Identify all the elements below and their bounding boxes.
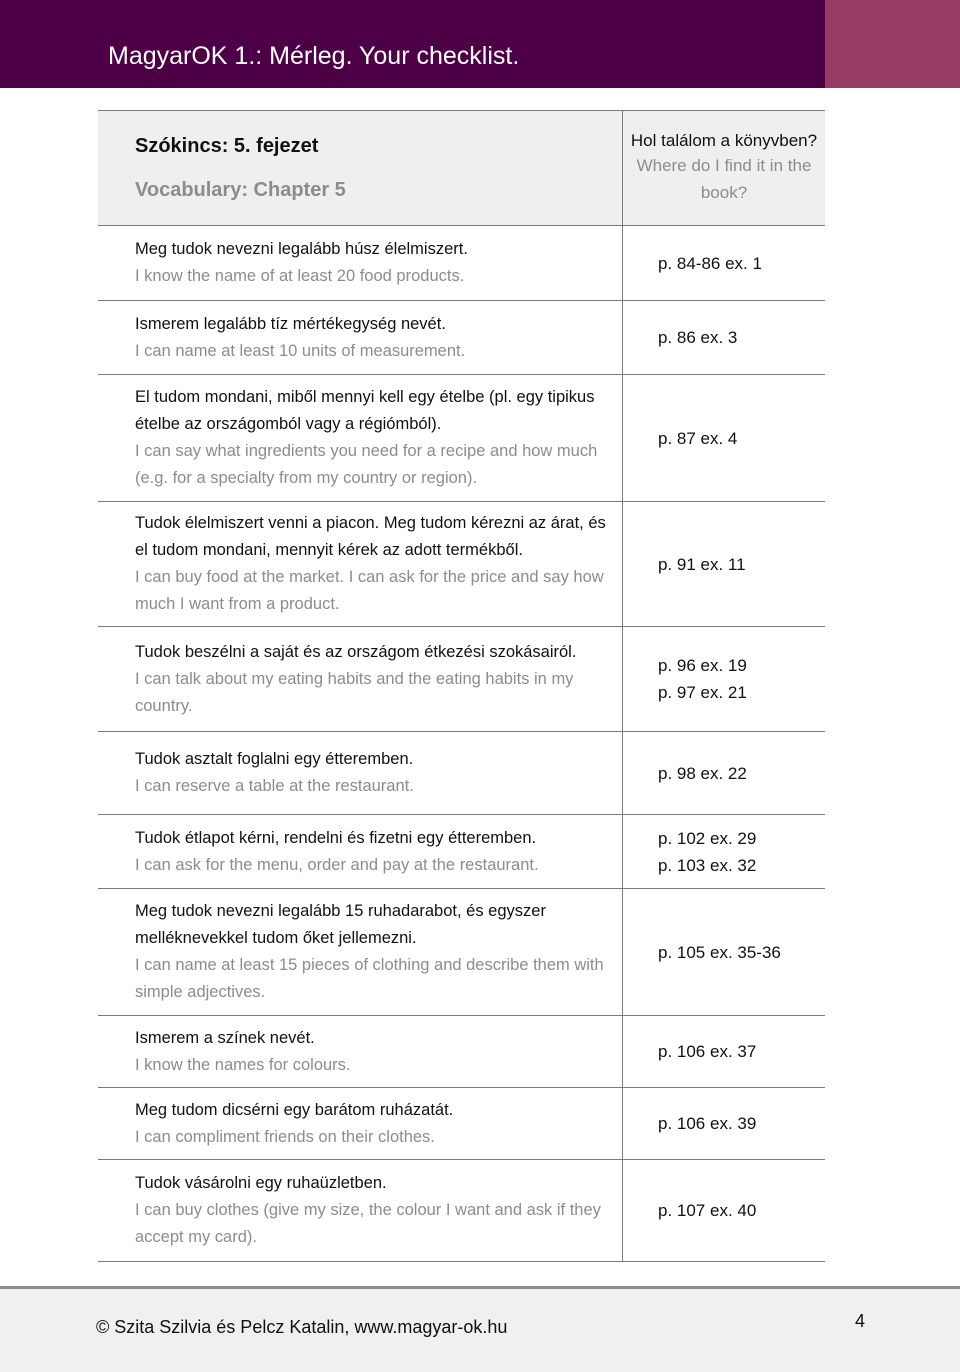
page-header [0,0,960,88]
table-row [98,627,825,732]
reference-cell [622,732,825,814]
skill-english: I can talk about my eating habits and the eating habits in my country. [135,669,574,715]
section-title-hungarian: Szókincs: 5. fejezet [135,135,319,157]
skill-hungarian: El tudom mondani, miből mennyi kell egy ételbe (pl. egy tipikus ételbe az országomból vagy a régiómból). [135,388,595,433]
skill-cell [98,732,622,814]
skill-english: I can compliment friends on their clothes. [135,1127,435,1146]
header-reference-cell [622,111,825,225]
reference-cell [622,889,825,1015]
skill-english: I can say what ingredients you need for a recipe and how much (e.g. for a specialty from my country or region). [135,442,598,487]
checklist-table [98,110,825,1262]
header-skill-cell [98,111,622,225]
skill-hungarian: Meg tudok nevezni legalább húsz élelmiszert. [135,240,468,258]
page-footer [0,1286,960,1372]
skill-english: I can name at least 15 pieces of clothing and describe them with simple adjectives. [135,956,604,1001]
copyright-text: © Szita Szilvia és Pelcz Katalin, www.magyar-ok.hu [96,1317,508,1337]
skill-english: I can reserve a table at the restaurant. [135,777,414,795]
table-row [98,301,825,375]
skill-hungarian: Meg tudom dicsérni egy barátom ruházatát. [135,1100,454,1119]
book-reference: p. 86 ex. 3 [658,328,738,347]
reference-cell [622,502,825,626]
skill-hungarian: Ismerem a színek nevét. [135,1028,315,1047]
table-header-row [98,111,825,226]
skill-cell [98,627,622,731]
book-reference: p. 97 ex. 21 [658,683,747,702]
book-reference: p. 91 ex. 11 [658,554,746,574]
book-reference: p. 96 ex. 19 [658,656,747,675]
book-reference: p. 98 ex. 22 [658,763,747,783]
reference-cell [622,1016,825,1087]
skill-hungarian: Tudok étlapot kérni, rendelni és fizetni egy étteremben. [135,828,537,847]
skill-cell [98,375,622,501]
reference-cell [622,375,825,501]
skill-english: I can name at least 10 units of measurement. [135,341,466,360]
skill-cell [98,226,622,300]
skill-hungarian: Ismerem legalább tíz mértékegység nevét. [135,314,446,333]
skill-hungarian: Tudok beszélni a saját és az országom étkezési szokásairól. [135,642,577,661]
skill-hungarian: Tudok vásárolni egy ruhaüzletben. [135,1174,387,1192]
skill-english: I know the name of at least 20 food products. [135,267,465,285]
reference-cell [622,301,825,374]
table-row [98,732,825,815]
skill-cell [98,502,622,626]
book-reference: p. 103 ex. 32 [658,855,757,875]
table-row [98,375,825,502]
skill-cell [98,1160,622,1261]
skill-hungarian: Meg tudok nevezni legalább 15 ruhadarabot, és egyszer melléknevekkel tudom őket jellemezni. [135,902,546,947]
table-row [98,889,825,1016]
book-reference: p. 87 ex. 4 [658,428,738,448]
skill-cell [98,889,622,1015]
book-reference: p. 84-86 ex. 1 [658,253,762,273]
table-row [98,1016,825,1088]
reference-cell [622,226,825,300]
reference-heading-english: Where do I find it in the book? [636,156,812,202]
book-reference: p. 105 ex. 35-36 [658,942,781,962]
skill-cell [98,815,622,888]
book-reference: p. 107 ex. 40 [658,1201,757,1220]
table-row [98,1088,825,1160]
reference-cell [622,815,825,888]
reference-cell [622,1160,825,1261]
book-reference: p. 106 ex. 39 [658,1114,757,1133]
reference-heading-hungarian: Hol találom a könyvben? [630,131,818,150]
skill-english: I can buy food at the market. I can ask for the price and say how much I want from a product. [135,568,604,613]
header-accent-block [825,0,960,88]
section-title-english: Vocabulary: Chapter 5 [135,179,346,201]
book-reference: p. 102 ex. 29 [658,828,757,848]
skill-english: I can ask for the menu, order and pay at the restaurant. [135,855,539,874]
skill-cell [98,1088,622,1159]
reference-cell [622,1088,825,1159]
skill-cell [98,1016,622,1087]
skill-english: I can buy clothes (give my size, the colour I want and ask if they accept my card). [135,1201,601,1246]
skill-cell [98,301,622,374]
table-row [98,226,825,301]
table-row [98,502,825,627]
skill-hungarian: Tudok asztalt foglalni egy étteremben. [135,750,414,768]
book-reference: p. 106 ex. 37 [658,1042,757,1061]
skill-english: I know the names for colours. [135,1055,351,1074]
table-row [98,1160,825,1262]
page-title: MagyarOK 1.: Mérleg. Your checklist. [108,42,520,70]
table-row [98,815,825,889]
page-number: 4 [855,1311,866,1331]
reference-cell [622,627,825,731]
skill-hungarian: Tudok élelmiszert venni a piacon. Meg tudom kérezni az árat, és el tudom mondani, mennyit kérek az adott termékből. [135,514,606,559]
